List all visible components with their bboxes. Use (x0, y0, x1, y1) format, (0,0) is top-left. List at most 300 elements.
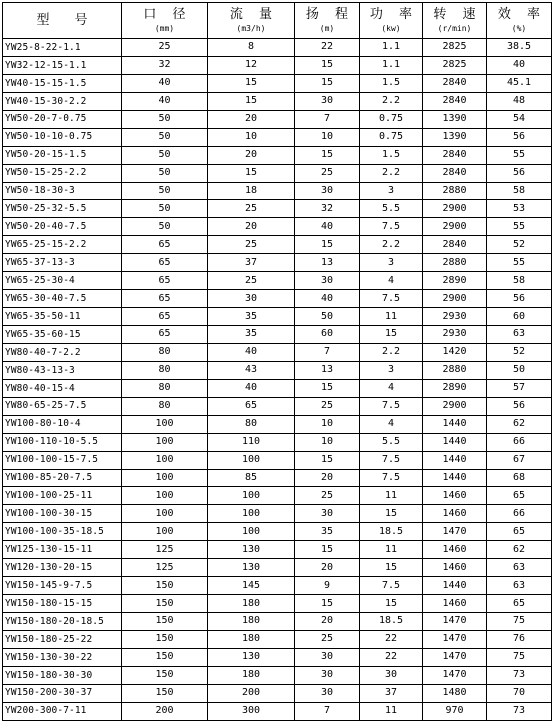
cell-efficiency: 60 (487, 308, 552, 326)
cell-head: 60 (295, 326, 360, 344)
cell-head: 15 (295, 451, 360, 469)
cell-efficiency: 58 (487, 272, 552, 290)
cell-flow: 100 (208, 451, 295, 469)
cell-speed: 1440 (423, 451, 487, 469)
cell-caliber: 150 (122, 666, 208, 684)
cell-speed: 2840 (423, 236, 487, 254)
cell-flow: 85 (208, 469, 295, 487)
cell-flow: 15 (208, 74, 295, 92)
cell-model: YW50-25-32-5.5 (3, 200, 122, 218)
cell-head: 15 (295, 56, 360, 74)
cell-head: 25 (295, 630, 360, 648)
cell-power: 11 (360, 308, 423, 326)
cell-caliber: 65 (122, 308, 208, 326)
cell-power: 2.2 (360, 164, 423, 182)
cell-head: 30 (295, 272, 360, 290)
cell-flow: 300 (208, 702, 295, 720)
table-row (3, 218, 552, 236)
cell-caliber: 150 (122, 577, 208, 595)
cell-caliber: 25 (122, 39, 208, 57)
cell-power: 15 (360, 505, 423, 523)
table-row (3, 613, 552, 631)
cell-power: 3 (360, 182, 423, 200)
cell-flow: 180 (208, 666, 295, 684)
cell-efficiency: 56 (487, 128, 552, 146)
pump-spec-table-container (2, 2, 553, 721)
cell-head: 22 (295, 39, 360, 57)
table-row (3, 164, 552, 182)
cell-speed: 1460 (423, 541, 487, 559)
table-row (3, 559, 552, 577)
cell-flow: 15 (208, 164, 295, 182)
cell-model: YW40-15-15-1.5 (3, 74, 122, 92)
cell-flow: 25 (208, 236, 295, 254)
cell-model: YW150-145-9-7.5 (3, 577, 122, 595)
cell-speed: 2890 (423, 272, 487, 290)
cell-caliber: 50 (122, 200, 208, 218)
cell-speed: 2900 (423, 290, 487, 308)
header-model (3, 3, 122, 39)
cell-power: 22 (360, 630, 423, 648)
cell-power: 11 (360, 702, 423, 720)
header-label: 型 号 (36, 13, 94, 28)
cell-model: YW80-43-13-3 (3, 361, 122, 379)
cell-power: 1.1 (360, 56, 423, 74)
cell-flow: 200 (208, 684, 295, 702)
cell-caliber: 100 (122, 451, 208, 469)
table-row (3, 128, 552, 146)
cell-speed: 1420 (423, 343, 487, 361)
cell-speed: 2880 (423, 361, 487, 379)
table-row (3, 254, 552, 272)
cell-head: 30 (295, 666, 360, 684)
cell-head: 25 (295, 164, 360, 182)
cell-head: 7 (295, 110, 360, 128)
pump-spec-table (2, 2, 552, 721)
cell-caliber: 80 (122, 361, 208, 379)
cell-head: 25 (295, 487, 360, 505)
cell-flow: 180 (208, 595, 295, 613)
header-label: 效 率 (497, 7, 547, 22)
cell-efficiency: 48 (487, 92, 552, 110)
cell-power: 4 (360, 415, 423, 433)
cell-model: YW150-180-15-15 (3, 595, 122, 613)
cell-flow: 65 (208, 397, 295, 415)
header-speed (423, 3, 487, 39)
cell-speed: 1440 (423, 469, 487, 487)
table-row (3, 290, 552, 308)
header-unit: (m3/h) (236, 24, 266, 33)
cell-efficiency: 67 (487, 451, 552, 469)
cell-caliber: 100 (122, 487, 208, 505)
table-row (3, 236, 552, 254)
table-row (3, 92, 552, 110)
cell-speed: 1460 (423, 487, 487, 505)
cell-caliber: 40 (122, 74, 208, 92)
cell-speed: 1460 (423, 559, 487, 577)
cell-caliber: 50 (122, 110, 208, 128)
cell-flow: 100 (208, 487, 295, 505)
table-row (3, 110, 552, 128)
cell-power: 2.2 (360, 343, 423, 361)
cell-power: 3 (360, 254, 423, 272)
table-row (3, 523, 552, 541)
cell-efficiency: 50 (487, 361, 552, 379)
cell-caliber: 65 (122, 290, 208, 308)
cell-model: YW65-25-30-4 (3, 272, 122, 290)
cell-model: YW65-30-40-7.5 (3, 290, 122, 308)
table-row (3, 326, 552, 344)
cell-speed: 1470 (423, 666, 487, 684)
table-row (3, 595, 552, 613)
cell-model: YW65-37-13-3 (3, 254, 122, 272)
cell-caliber: 32 (122, 56, 208, 74)
cell-efficiency: 68 (487, 469, 552, 487)
cell-power: 37 (360, 684, 423, 702)
cell-model: YW80-65-25-7.5 (3, 397, 122, 415)
cell-caliber: 50 (122, 146, 208, 164)
cell-speed: 1470 (423, 523, 487, 541)
cell-head: 40 (295, 290, 360, 308)
cell-model: YW50-20-7-0.75 (3, 110, 122, 128)
cell-flow: 43 (208, 361, 295, 379)
cell-head: 35 (295, 523, 360, 541)
header-unit: (%) (511, 24, 527, 33)
cell-speed: 2825 (423, 39, 487, 57)
cell-speed: 2840 (423, 164, 487, 182)
cell-model: YW100-100-25-11 (3, 487, 122, 505)
cell-model: YW50-10-10-0.75 (3, 128, 122, 146)
cell-caliber: 65 (122, 326, 208, 344)
cell-caliber: 65 (122, 254, 208, 272)
cell-flow: 35 (208, 308, 295, 326)
cell-caliber: 50 (122, 218, 208, 236)
cell-head: 7 (295, 343, 360, 361)
cell-caliber: 100 (122, 523, 208, 541)
cell-power: 22 (360, 648, 423, 666)
cell-model: YW50-18-30-3 (3, 182, 122, 200)
cell-caliber: 80 (122, 397, 208, 415)
cell-flow: 25 (208, 200, 295, 218)
cell-head: 15 (295, 595, 360, 613)
cell-head: 15 (295, 541, 360, 559)
header-power (360, 3, 423, 39)
cell-flow: 35 (208, 326, 295, 344)
cell-model: YW150-200-30-37 (3, 684, 122, 702)
header-label: 功 率 (369, 7, 419, 22)
table-body (3, 39, 552, 721)
cell-caliber: 65 (122, 236, 208, 254)
cell-model: YW50-20-15-1.5 (3, 146, 122, 164)
cell-power: 7.5 (360, 397, 423, 415)
table-row (3, 684, 552, 702)
cell-flow: 40 (208, 379, 295, 397)
cell-caliber: 150 (122, 595, 208, 613)
cell-caliber: 80 (122, 379, 208, 397)
table-row (3, 74, 552, 92)
header-label: 扬 程 (305, 7, 355, 22)
cell-flow: 130 (208, 541, 295, 559)
cell-power: 30 (360, 666, 423, 684)
cell-flow: 20 (208, 146, 295, 164)
cell-power: 11 (360, 487, 423, 505)
cell-power: 5.5 (360, 200, 423, 218)
cell-caliber: 150 (122, 630, 208, 648)
header-row (3, 3, 552, 39)
cell-speed: 1440 (423, 577, 487, 595)
cell-power: 15 (360, 326, 423, 344)
cell-head: 15 (295, 236, 360, 254)
header-label: 转 速 (433, 7, 482, 22)
cell-model: YW200-300-7-11 (3, 702, 122, 720)
cell-efficiency: 63 (487, 577, 552, 595)
cell-speed: 1460 (423, 595, 487, 613)
cell-model: YW32-12-15-1.1 (3, 56, 122, 74)
header-unit: (m) (319, 24, 335, 33)
table-row (3, 648, 552, 666)
cell-power: 1.5 (360, 146, 423, 164)
cell-head: 10 (295, 128, 360, 146)
cell-flow: 130 (208, 648, 295, 666)
table-row (3, 666, 552, 684)
cell-efficiency: 38.5 (487, 39, 552, 57)
cell-efficiency: 56 (487, 164, 552, 182)
table-row (3, 415, 552, 433)
cell-power: 11 (360, 541, 423, 559)
cell-efficiency: 52 (487, 236, 552, 254)
cell-efficiency: 66 (487, 505, 552, 523)
cell-power: 4 (360, 379, 423, 397)
table-row (3, 56, 552, 74)
cell-efficiency: 62 (487, 415, 552, 433)
cell-head: 10 (295, 433, 360, 451)
table-row (3, 397, 552, 415)
cell-power: 18.5 (360, 613, 423, 631)
cell-flow: 12 (208, 56, 295, 74)
cell-power: 7.5 (360, 577, 423, 595)
table-row (3, 272, 552, 290)
cell-flow: 100 (208, 523, 295, 541)
cell-head: 30 (295, 648, 360, 666)
cell-flow: 18 (208, 182, 295, 200)
cell-speed: 1460 (423, 505, 487, 523)
cell-head: 15 (295, 74, 360, 92)
cell-caliber: 100 (122, 415, 208, 433)
cell-efficiency: 40 (487, 56, 552, 74)
cell-power: 0.75 (360, 128, 423, 146)
cell-model: YW65-25-15-2.2 (3, 236, 122, 254)
header-efficiency (487, 3, 552, 39)
cell-head: 30 (295, 505, 360, 523)
cell-head: 13 (295, 361, 360, 379)
cell-flow: 8 (208, 39, 295, 57)
cell-model: YW65-35-50-11 (3, 308, 122, 326)
cell-speed: 1480 (423, 684, 487, 702)
cell-speed: 2840 (423, 74, 487, 92)
cell-flow: 100 (208, 505, 295, 523)
table-row (3, 451, 552, 469)
cell-model: YW65-35-60-15 (3, 326, 122, 344)
cell-efficiency: 75 (487, 648, 552, 666)
cell-model: YW100-80-10-4 (3, 415, 122, 433)
cell-head: 10 (295, 415, 360, 433)
cell-flow: 20 (208, 110, 295, 128)
cell-speed: 2900 (423, 200, 487, 218)
cell-caliber: 50 (122, 182, 208, 200)
cell-model: YW80-40-7-2.2 (3, 343, 122, 361)
cell-efficiency: 73 (487, 702, 552, 720)
header-unit: (kw) (381, 24, 401, 33)
cell-speed: 1440 (423, 433, 487, 451)
cell-model: YW50-20-40-7.5 (3, 218, 122, 236)
cell-flow: 30 (208, 290, 295, 308)
cell-power: 1.1 (360, 39, 423, 57)
cell-caliber: 40 (122, 92, 208, 110)
table-row (3, 39, 552, 57)
cell-speed: 2930 (423, 308, 487, 326)
cell-efficiency: 75 (487, 613, 552, 631)
cell-speed: 2900 (423, 218, 487, 236)
cell-power: 7.5 (360, 290, 423, 308)
cell-flow: 180 (208, 630, 295, 648)
cell-power: 0.75 (360, 110, 423, 128)
header-head (295, 3, 360, 39)
cell-efficiency: 55 (487, 254, 552, 272)
cell-caliber: 125 (122, 541, 208, 559)
header-flow (208, 3, 295, 39)
table-row (3, 433, 552, 451)
cell-efficiency: 73 (487, 666, 552, 684)
cell-efficiency: 63 (487, 559, 552, 577)
cell-head: 25 (295, 397, 360, 415)
cell-model: YW100-100-30-15 (3, 505, 122, 523)
cell-efficiency: 52 (487, 343, 552, 361)
cell-efficiency: 65 (487, 595, 552, 613)
cell-speed: 2840 (423, 92, 487, 110)
cell-caliber: 125 (122, 559, 208, 577)
table-row (3, 308, 552, 326)
cell-efficiency: 58 (487, 182, 552, 200)
table-row (3, 343, 552, 361)
cell-head: 20 (295, 613, 360, 631)
cell-speed: 1440 (423, 415, 487, 433)
cell-speed: 1470 (423, 613, 487, 631)
cell-speed: 2890 (423, 379, 487, 397)
cell-caliber: 65 (122, 272, 208, 290)
cell-speed: 1390 (423, 128, 487, 146)
cell-speed: 2880 (423, 254, 487, 272)
cell-model: YW150-180-30-30 (3, 666, 122, 684)
table-row (3, 630, 552, 648)
cell-head: 32 (295, 200, 360, 218)
cell-caliber: 150 (122, 648, 208, 666)
header-label: 口 径 (143, 7, 192, 22)
cell-head: 7 (295, 702, 360, 720)
cell-head: 40 (295, 218, 360, 236)
table-row (3, 469, 552, 487)
cell-caliber: 80 (122, 343, 208, 361)
table-row (3, 200, 552, 218)
cell-speed: 2840 (423, 146, 487, 164)
cell-caliber: 150 (122, 613, 208, 631)
cell-speed: 2880 (423, 182, 487, 200)
cell-efficiency: 55 (487, 218, 552, 236)
cell-caliber: 50 (122, 128, 208, 146)
cell-head: 30 (295, 684, 360, 702)
cell-flow: 130 (208, 559, 295, 577)
cell-model: YW125-130-15-11 (3, 541, 122, 559)
table-row (3, 487, 552, 505)
cell-model: YW150-180-20-18.5 (3, 613, 122, 631)
cell-speed: 1470 (423, 648, 487, 666)
cell-efficiency: 70 (487, 684, 552, 702)
cell-model: YW100-100-35-18.5 (3, 523, 122, 541)
cell-head: 30 (295, 92, 360, 110)
table-row (3, 146, 552, 164)
cell-efficiency: 65 (487, 523, 552, 541)
cell-flow: 80 (208, 415, 295, 433)
header-caliber (122, 3, 208, 39)
cell-flow: 10 (208, 128, 295, 146)
header-label: 流 量 (229, 7, 279, 22)
table-row (3, 379, 552, 397)
cell-model: YW100-85-20-7.5 (3, 469, 122, 487)
cell-speed: 1390 (423, 110, 487, 128)
cell-model: YW40-15-30-2.2 (3, 92, 122, 110)
cell-efficiency: 56 (487, 397, 552, 415)
cell-flow: 40 (208, 343, 295, 361)
cell-power: 7.5 (360, 451, 423, 469)
cell-efficiency: 62 (487, 541, 552, 559)
table-row (3, 505, 552, 523)
table-row (3, 577, 552, 595)
cell-flow: 20 (208, 218, 295, 236)
cell-flow: 110 (208, 433, 295, 451)
cell-power: 4 (360, 272, 423, 290)
cell-efficiency: 54 (487, 110, 552, 128)
cell-efficiency: 45.1 (487, 74, 552, 92)
cell-power: 3 (360, 361, 423, 379)
cell-power: 15 (360, 559, 423, 577)
cell-efficiency: 53 (487, 200, 552, 218)
cell-head: 15 (295, 379, 360, 397)
cell-power: 7.5 (360, 218, 423, 236)
cell-flow: 37 (208, 254, 295, 272)
cell-efficiency: 55 (487, 146, 552, 164)
cell-power: 18.5 (360, 523, 423, 541)
cell-model: YW120-130-20-15 (3, 559, 122, 577)
cell-speed: 2930 (423, 326, 487, 344)
table-row (3, 702, 552, 720)
cell-head: 20 (295, 469, 360, 487)
cell-model: YW80-40-15-4 (3, 379, 122, 397)
cell-efficiency: 57 (487, 379, 552, 397)
cell-speed: 2900 (423, 397, 487, 415)
cell-caliber: 100 (122, 433, 208, 451)
table-header (3, 3, 552, 39)
cell-power: 2.2 (360, 236, 423, 254)
cell-head: 20 (295, 559, 360, 577)
cell-model: YW150-180-25-22 (3, 630, 122, 648)
cell-head: 30 (295, 182, 360, 200)
cell-power: 15 (360, 595, 423, 613)
cell-caliber: 100 (122, 505, 208, 523)
cell-model: YW100-100-15-7.5 (3, 451, 122, 469)
cell-flow: 15 (208, 92, 295, 110)
cell-model: YW150-130-30-22 (3, 648, 122, 666)
cell-head: 9 (295, 577, 360, 595)
cell-efficiency: 66 (487, 433, 552, 451)
